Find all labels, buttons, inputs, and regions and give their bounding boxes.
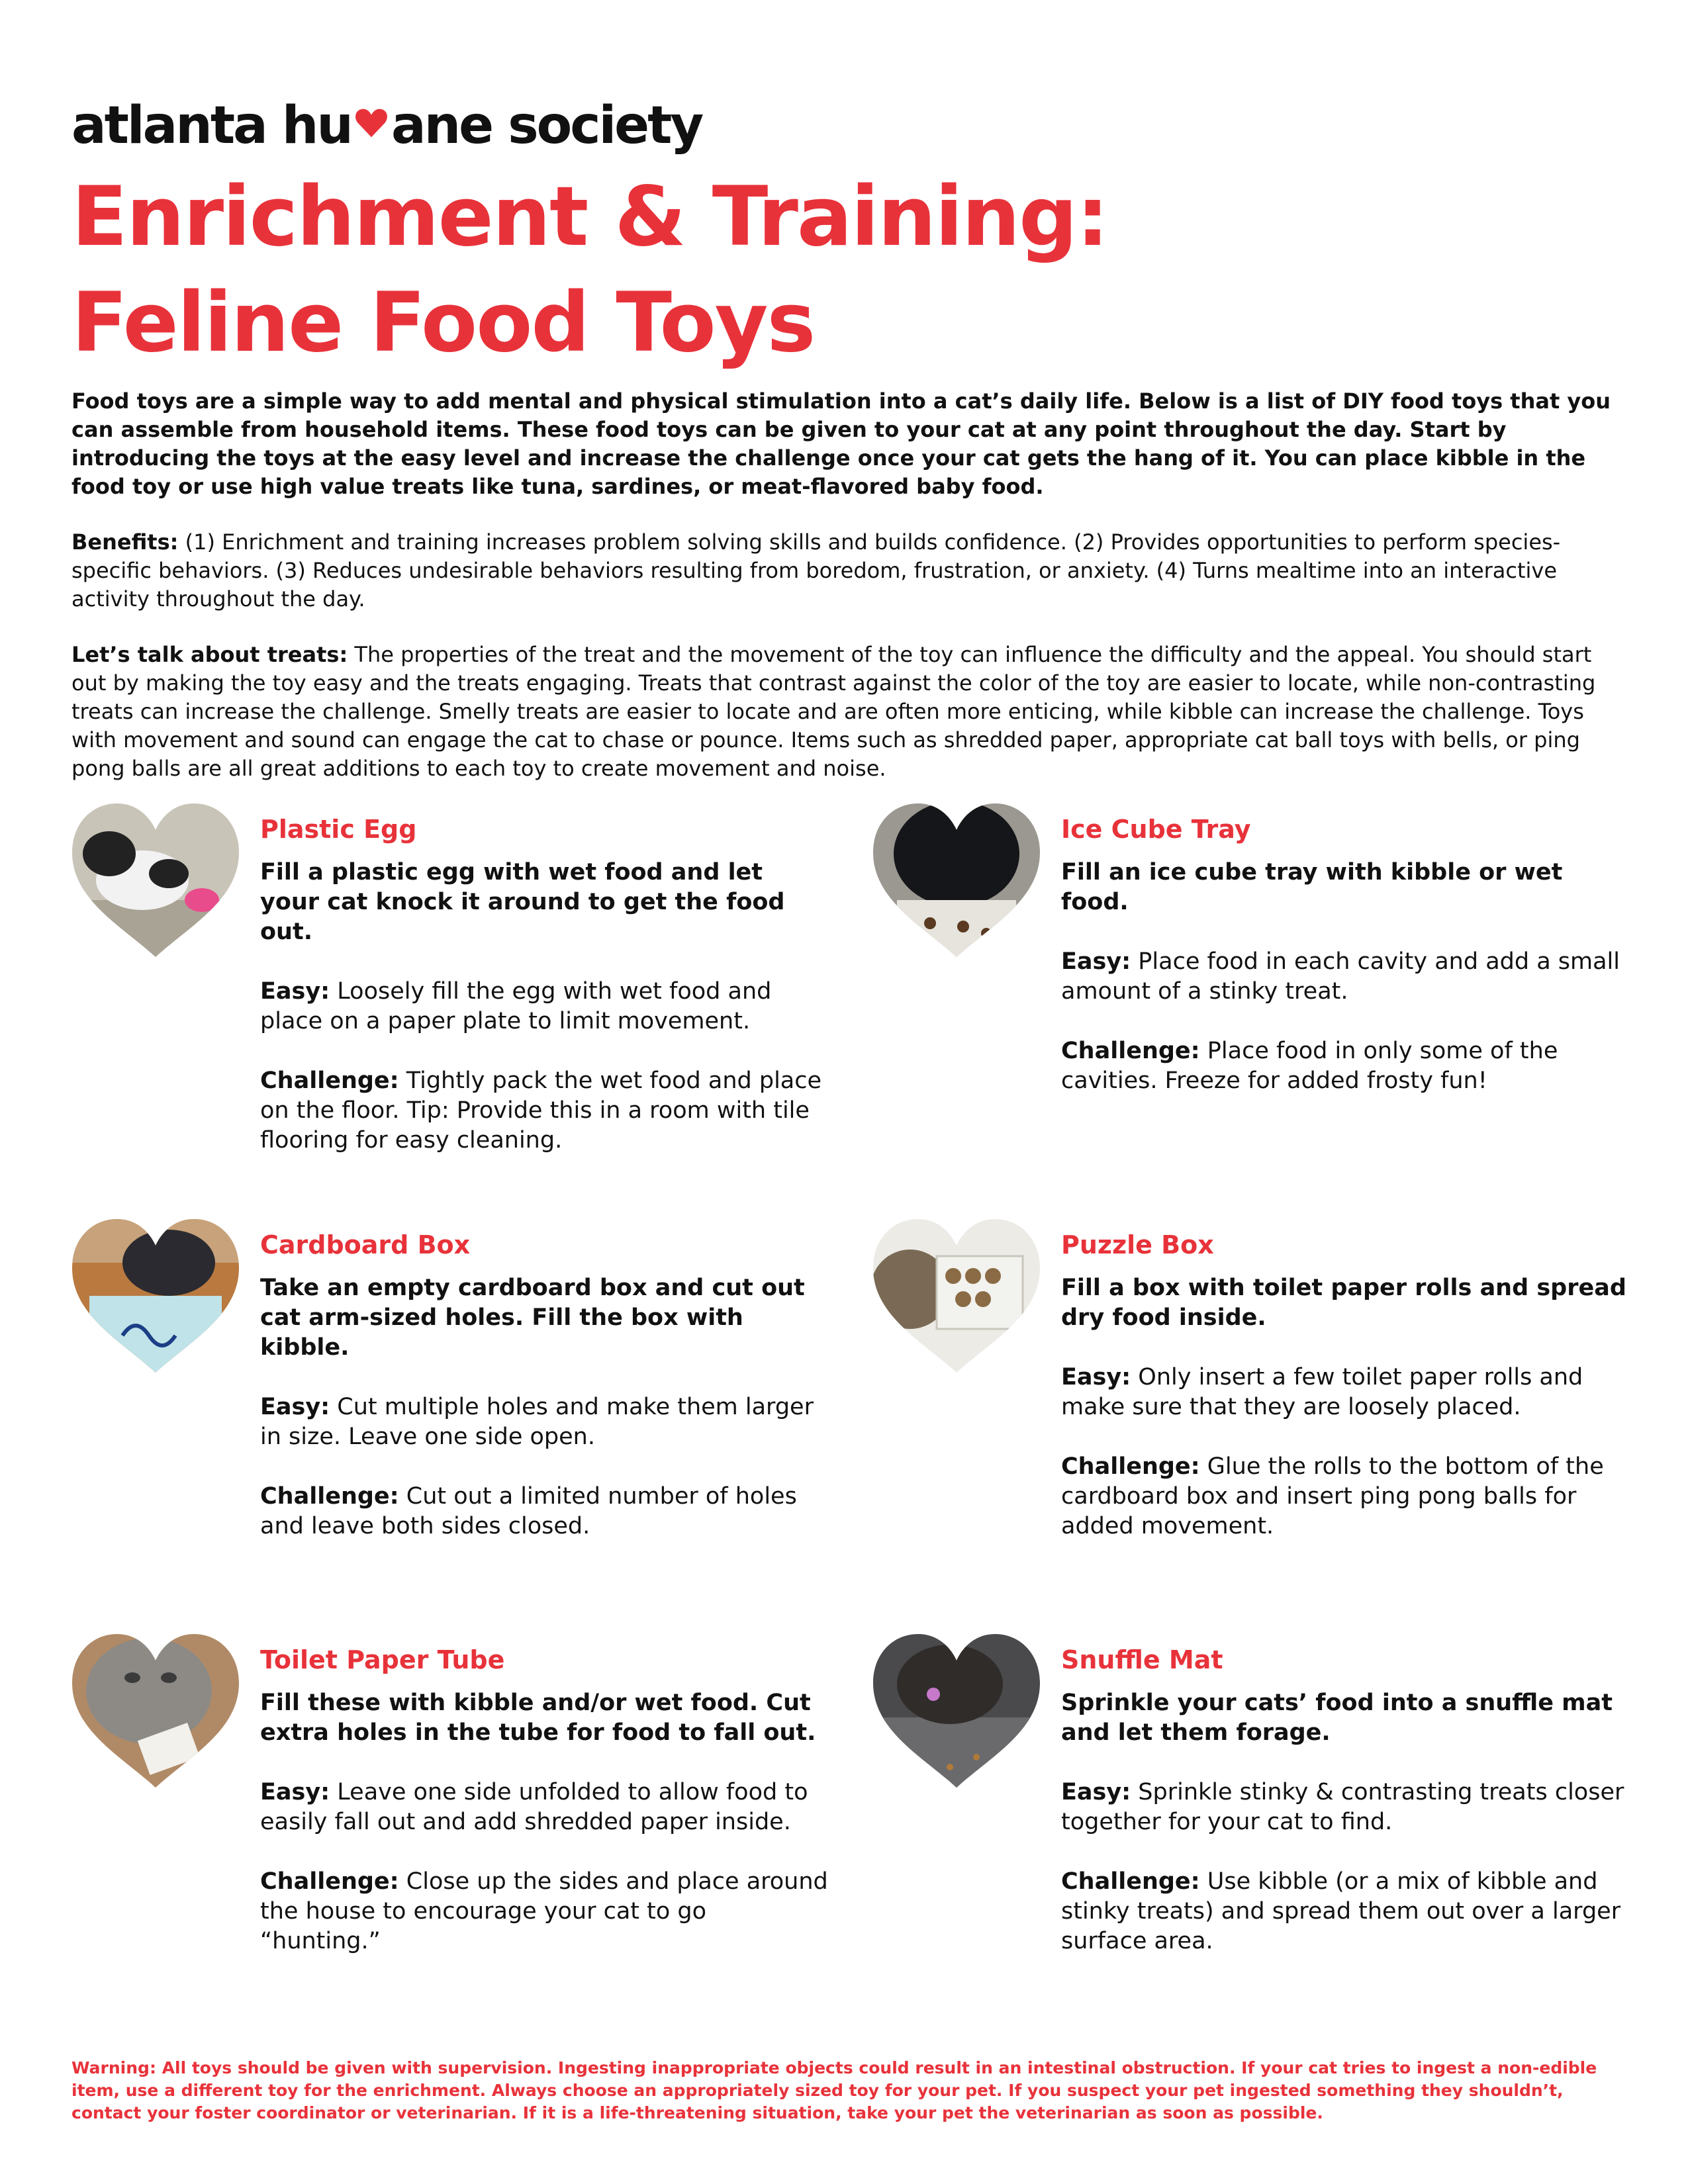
toy-challenge xyxy=(1061,1867,1630,1956)
easy-label: Easy: xyxy=(260,1394,330,1420)
page-title xyxy=(71,164,1594,376)
title-line-1: Enrichment & Training: xyxy=(71,169,1108,265)
challenge-label: Challenge: xyxy=(1061,1038,1200,1064)
toy-lead: Fill an ice cube tray with kibble or wet food. xyxy=(1061,859,1563,915)
toy-title: Ice Cube Tray xyxy=(1061,815,1251,844)
toy-title: Plastic Egg xyxy=(260,815,417,844)
easy-label: Easy: xyxy=(1061,1779,1131,1805)
toy-item-snuffle-mat xyxy=(870,1631,1652,2002)
challenge-label: Challenge: xyxy=(260,1483,399,1510)
toy-lead: Take an empty cardboard box and cut out cat arm-sized holes. Fill the box with kibble. xyxy=(260,1275,805,1361)
benefits-label: Benefits: xyxy=(71,529,179,555)
toy-easy-text: Only insert a few toilet paper rolls and make sure that they are loosely placed. xyxy=(1061,1364,1583,1420)
brand-logo xyxy=(71,93,702,159)
toy-title: Cardboard Box xyxy=(260,1230,471,1259)
toy-title: Puzzle Box xyxy=(1061,1230,1214,1259)
toy-challenge xyxy=(260,1867,829,1956)
toy-easy-text: Leave one side unfolded to allow food to easily fall out and add shredded paper inside. xyxy=(260,1779,808,1835)
cat-cardboard-box-photo xyxy=(70,1216,242,1375)
toy-easy-text: Sprinkle stinky & contrasting treats closer together for your cat to find. xyxy=(1061,1779,1624,1835)
easy-label: Easy: xyxy=(260,978,330,1005)
toy-item-ice-cube-tray xyxy=(870,801,1652,1171)
intro-paragraph: Food toys are a simple way to add mental and physical stimulation into a cat’s daily life. Below is a list of DIY food toys that you can assemble from household items. These food toys can be given to your cat at any point throughout the day. Start by introducing the toys at the easy level and increase the challenge once your cat gets the hang of it. You can place kibble in the food toy or use high value treats like tuna, sardines, or meat-flavored baby food. xyxy=(71,388,1611,499)
toy-easy xyxy=(260,1392,829,1452)
toy-easy-text: Place food in each cavity and add a small amount of a stinky treat. xyxy=(1061,948,1620,1005)
toy-easy xyxy=(260,1778,829,1837)
toy-item-plastic-egg xyxy=(70,801,851,1171)
toy-challenge xyxy=(1061,1036,1630,1096)
treats-label: Let’s talk about treats: xyxy=(71,642,348,667)
toy-challenge xyxy=(1061,1452,1630,1541)
toy-challenge-text: Use kibble (or a mix of kibble and stinky treats) and spread them out over a larger surface area. xyxy=(1061,1868,1621,1954)
challenge-label: Challenge: xyxy=(260,1868,399,1895)
toy-challenge-text: Glue the rolls to the bottom of the cardboard box and insert ping pong balls for added movement. xyxy=(1061,1453,1604,1539)
easy-label: Easy: xyxy=(260,1779,330,1805)
warning-text: Warning: All toys should be given with supervision. Ingesting inappropriate objects could result in an intestinal obstruction. If your cat tries to ingest a non-edible item, use a different toy for the enrichment. Always choose an appropriately sized toy for your pet. If you suspect your pet ingested something they shouldn’t, contact your foster coordinator or veterinarian. If it is a life-threatening situation, take your pet the veterinarian as soon as possible. xyxy=(71,2058,1597,2122)
treats-paragraph xyxy=(71,641,1620,783)
toy-easy-text: Loosely fill the egg with wet food and place on a paper plate to limit movement. xyxy=(260,978,772,1034)
heart-icon xyxy=(353,105,390,142)
toy-lead: Fill these with kibble and/or wet food. Cut extra holes in the tube for food to fall out. xyxy=(260,1690,816,1746)
toy-easy-text: Cut multiple holes and make them larger in size. Leave one side open. xyxy=(260,1394,814,1450)
toy-easy xyxy=(1061,1778,1630,1837)
treats-text: The properties of the treat and the movement of the toy can influence the difficulty and the appeal. You should start out by making the toy easy and the treats engaging. Treats that contrast against the color of the toy are easier to locate, while non-contrasting treats can increase the challenge. Smelly treats are easier to locate and are often more enticing, while kibble can increase the challenge. Toys with movement and sound can engage the cat to chase or pounce. Items such as shredded paper, appropriate cat ball toys with bells, or ping pong balls are all great additions to each toy to create movement and noise. xyxy=(71,642,1596,781)
title-line-2: Feline Food Toys xyxy=(71,275,815,371)
cat-toilet-paper-tube-photo xyxy=(70,1631,242,1790)
benefits-paragraph xyxy=(71,528,1620,614)
toy-challenge-text: Tightly pack the wet food and place on the floor. Tip: Provide this in a room with tile flooring for easy cleaning. xyxy=(260,1068,822,1154)
toy-item-puzzle-box xyxy=(870,1216,1652,1587)
challenge-label: Challenge: xyxy=(260,1068,399,1094)
toy-title: Snuffle Mat xyxy=(1061,1645,1223,1674)
toy-title: Toilet Paper Tube xyxy=(260,1645,505,1674)
toy-challenge-text: Place food in only some of the cavities. Freeze for added frosty fun! xyxy=(1061,1038,1558,1094)
toy-easy xyxy=(1061,1363,1630,1422)
toy-item-cardboard-box xyxy=(70,1216,851,1587)
toy-lead: Fill a plastic egg with wet food and let your cat knock it around to get the food out. xyxy=(260,859,785,945)
challenge-label: Challenge: xyxy=(1061,1453,1200,1480)
easy-label: Easy: xyxy=(1061,948,1131,975)
toy-easy xyxy=(260,977,829,1036)
easy-label: Easy: xyxy=(1061,1364,1131,1390)
toy-challenge xyxy=(260,1066,829,1156)
toy-lead: Fill a box with toilet paper rolls and spread dry food inside. xyxy=(1061,1275,1626,1331)
cat-plastic-egg-photo xyxy=(70,801,242,960)
cat-ice-cube-tray-photo xyxy=(870,801,1043,960)
toy-lead: Sprinkle your cats’ food into a snuffle mat and let them forage. xyxy=(1061,1690,1613,1746)
toy-challenge-text: Close up the sides and place around the house to encourage your cat to go “hunting.” xyxy=(260,1868,828,1954)
challenge-label: Challenge: xyxy=(1061,1868,1200,1895)
benefits-text: (1) Enrichment and training increases problem solving skills and builds confidence. (2) Provides opportunities to perform species-specific behaviors. (3) Reduces undesirable behaviors resulting from boredom, frustration, or anxiety. (4) Turns mealtime into an interactive activity throughout the day. xyxy=(71,529,1561,612)
logo-text-right: ane society xyxy=(391,96,702,156)
toy-challenge-text: Cut out a limited number of holes and leave both sides closed. xyxy=(260,1483,797,1539)
toy-easy xyxy=(1061,947,1630,1007)
logo-text-left: atlanta hu xyxy=(71,96,352,156)
toy-item-toilet-paper-tube xyxy=(70,1631,851,2002)
cat-snuffle-mat-photo xyxy=(870,1631,1043,1790)
cat-puzzle-box-photo xyxy=(870,1216,1043,1375)
toy-challenge xyxy=(260,1482,829,1541)
